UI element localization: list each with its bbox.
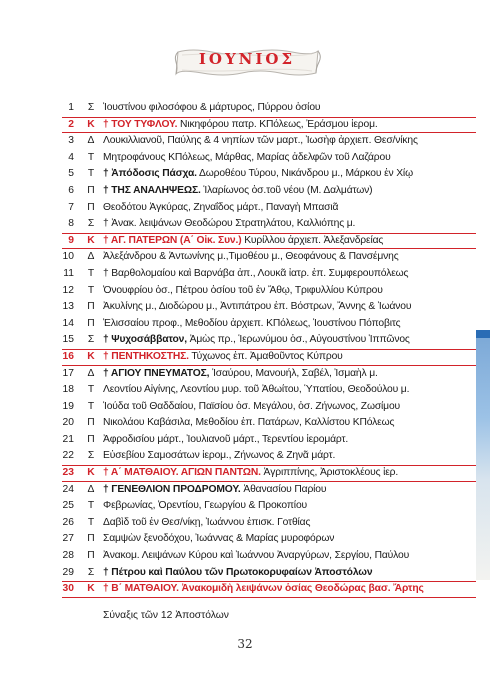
page-number: 32 [237,637,253,651]
feast-highlight: † Ἀπόδοσις Πάσχα. [103,168,197,180]
extra-feast-line: Σύναξις τῶν 12 Ἀποστόλων [103,610,229,621]
feast-saints: Λεοντίου Αἰγίνης, Λεοντίου μυρ. τοῦ Ἀθωίτου, Ὑπατίου, Θεοδούλου μ. [103,384,410,396]
feast-text [103,399,400,416]
feast-saints: † Ἀνακ. λειψάνων Θεοδώρου Στρατηλάτου, Καλλιόπης μ. [103,218,356,230]
calendar-row [0,100,476,117]
weekday-letter: Τ [87,516,95,528]
red-rule-top [62,349,476,350]
day-number: 30 [62,583,74,595]
weekday-letter: Π [87,533,95,545]
day-number: 25 [62,500,74,512]
feast-saints: Δαβὶδ τοῦ ἐν Θεσ/νίκῃ, Ἰωάννου ἐπισκ. Γοτθίας [103,516,311,528]
feast-saints: Ἀθανασίου Παρίου [240,483,327,495]
feast-saints: Ἱλαρίωνος ὁσ.τοῦ νέου (Μ. Δαλμάτων) [200,184,373,196]
feast-text [103,548,409,565]
calendar-row [0,531,476,548]
day-number: 19 [62,400,74,412]
calendar-row [0,382,476,399]
calendar-row [0,266,476,283]
calendar-row [0,200,476,217]
day-number: 10 [62,251,74,263]
feast-highlight: † ΤΟΥ ΤΥΦΛΟΥ. [103,118,178,130]
calendar-row [0,448,476,465]
feast-saints: Ἰσαύρου, Μανουήλ, Σαβέλ, Ἰσμαὴλ μ. [209,367,378,379]
weekday-letter: Π [87,550,95,562]
calendar-row [0,316,476,333]
feast-highlight: † Β΄ ΜΑΤΘΑΙΟΥ. Ἀνακομιδὴ λειψάνων ὁσίας Θεοδώρας βασ. Ἄρτης [103,583,424,595]
feast-highlight: † ΤΗΣ ΑΝΑΛΗΨΕΩΣ. [103,184,201,196]
calendar-row [0,233,476,250]
feast-highlight: † Ψυχοσάββατον, [103,334,187,346]
calendar-row [0,133,476,150]
weekday-letter: Τ [87,267,95,279]
weekday-letter: Κ [87,467,95,479]
weekday-letter: Π [87,433,95,445]
calendar-row [0,150,476,167]
weekday-letter: Δ [87,483,95,495]
feast-saints: Θεοδότου Ἀγκύρας, Ζηναΐδος μάρτ., Παναγὴ Μπασιᾶ [103,201,339,213]
calendar-row [0,515,476,532]
day-number: 29 [62,566,74,578]
feast-text [103,382,409,399]
day-number: 4 [68,151,74,163]
day-number: 27 [62,533,74,545]
feast-text [103,233,383,250]
weekday-letter: Τ [87,384,95,396]
day-number: 15 [62,334,74,346]
feast-text [103,515,310,532]
day-number: 1 [68,102,74,113]
calendar-row [0,183,476,200]
feast-text [103,100,320,117]
calendar-row [0,465,476,482]
calendar-row [0,399,476,416]
day-number: 14 [62,317,74,329]
feast-text [103,249,399,266]
feast-text [103,266,408,283]
feast-saints: Ἰούδα τοῦ Θαδδαίου, Παϊσίου ὁσ. Μεγάλου, ὁσ. Ζήνωνος, Ζωσίμου [103,400,401,412]
weekday-letter: Τ [87,168,95,180]
day-number: 20 [62,417,74,429]
feast-highlight: † ΑΓΙΟΥ ΠΝΕΥΜΑΤΟΣ, [103,367,210,379]
feast-text [103,531,334,548]
weekday-letter: Π [87,201,95,213]
church-dome-icon [476,330,490,338]
day-number: 16 [62,350,74,362]
feast-text [103,565,372,582]
weekday-letter: Δ [87,367,95,379]
day-number: 5 [68,168,74,180]
feast-highlight: † ΠΕΝΤΗΚΟΣΤΗΣ. [103,350,189,362]
feast-text [103,332,410,349]
weekday-letter: Π [87,184,95,196]
day-number: 17 [62,367,74,379]
day-number: 8 [68,218,74,230]
feast-saints: Σαμψὼν ξενοδόχου, Ἰωάννας & Μαρίας μυροφόρων [103,533,335,545]
feast-saints: Ἀγριππίνης, Ἀριστοκλέους ἱερ. [260,467,399,479]
feast-saints: Ἀμὼς πρ., Ἱερωνύμου ὁσ., Αὐγουστίνου Ἱππῶνος [186,334,410,346]
feast-saints: Κυρίλλου ἀρχιεπ. Ἀλεξανδρείας [241,234,384,246]
calendar-row [0,548,476,565]
feast-text [103,117,378,134]
weekday-letter: Π [87,317,95,329]
feast-text [103,448,335,465]
feast-saints: Μητροφάνους ΚΠόλεως, Μάρθας, Μαρίας ἀδελφῶν τοῦ Λαζάρου [103,151,391,163]
calendar-row [0,216,476,233]
feast-highlight: † ΓΕΝΕΘΛΙΟΝ ΠΡΟΔΡΟΜΟΥ. [103,483,241,495]
weekday-letter: Δ [87,251,95,263]
feast-text [103,166,413,183]
red-rule-top [62,581,476,582]
feast-saints: Δωροθέου Τύρου, Νικάνδρου μ., Μάρκου ἐν Χίῳ [196,168,413,180]
weekday-letter: Τ [87,151,95,163]
calendar-row [0,332,476,349]
feast-text [103,498,307,515]
feast-text [103,183,372,200]
red-rule-bottom [62,597,476,598]
day-number: 9 [68,234,74,246]
feast-text [103,432,348,449]
calendar-row [0,166,476,183]
red-rule-top [62,117,476,118]
weekday-letter: Σ [87,334,95,346]
weekday-letter: Κ [87,118,95,130]
feast-text [103,216,355,233]
feast-saints: Ἐλισσαίου προφ., Μεθοδίου ἀρχιεπ. ΚΠόλεως, Ἰουστίνου Πόποβιτς [103,317,401,329]
feast-saints: Ἀκυλίνης μ., Διοδώρου μ., Ἀντιπάτρου ἐπ. Βόστρων, Ἄννης & Ἰωάνου [103,301,412,313]
day-number: 23 [62,467,74,479]
day-number: 18 [62,384,74,396]
feast-text [103,200,338,217]
calendar-row [0,581,476,598]
weekday-letter: Δ [87,135,95,147]
day-number: 13 [62,301,74,313]
day-number: 6 [68,184,74,196]
calendar-row [0,565,476,582]
day-number: 3 [68,135,74,147]
feast-text [103,316,400,333]
day-number: 28 [62,550,74,562]
feast-saints: Εὐσεβίου Σαμοσάτων ἱερομ., Ζήνωνος & Ζηνᾶ μάρτ. [103,450,336,462]
feast-text [103,283,383,300]
calendar-row [0,283,476,300]
red-rule-top [62,465,476,466]
calendar-row [0,498,476,515]
weekday-letter: Π [87,301,95,313]
feast-saints: Ὀνουφρίου ὁσ., Πέτρου ὁσίου τοῦ ἐν Ἄθῳ, Τριφυλλίου Κύπρου [103,284,383,296]
feast-text [103,150,391,167]
weekday-letter: Σ [87,218,95,230]
feast-text [103,349,343,366]
calendar-row [0,366,476,383]
church-photo-edge [476,330,490,580]
weekday-letter: Σ [87,102,95,113]
calendar-row [0,349,476,366]
feast-saints: Ἀνακομ. Λειψάνων Κύρου καὶ Ἰωάννου Ἀναργύρων, Σεργίου, Παύλου [103,550,410,562]
weekday-letter: Σ [87,450,95,462]
day-number: 21 [62,433,74,445]
day-number: 7 [68,201,74,213]
calendar-list [0,100,476,598]
weekday-letter: Τ [87,284,95,296]
weekday-letter: Τ [87,500,95,512]
calendar-row [0,299,476,316]
feast-highlight: † ΑΓ. ΠΑΤΕΡΩΝ (Α΄ Οἰκ. Συν.) [103,234,242,246]
feast-text [103,465,398,482]
weekday-letter: Κ [87,350,95,362]
feast-saints: Φεβρωνίας, Ὀρεντίου, Γεωργίου & Προκοπίου [103,500,308,512]
weekday-letter: Κ [87,234,95,246]
day-number: 22 [62,450,74,462]
day-number: 11 [63,267,74,279]
feast-saints: † Βαρθολομαίου καὶ Βαρνάβα ἀπ., Λουκᾶ ἰατρ. ἐπ. Συμφερουπόλεως [103,267,409,279]
weekday-letter: Π [87,417,95,429]
feast-text [103,482,326,499]
month-title: ΙΟΥΝΙΟΣ [198,50,296,68]
feast-text [103,366,378,383]
calendar-row [0,117,476,134]
feast-text [103,581,424,598]
feast-text [103,299,411,316]
calendar-row [0,415,476,432]
day-number: 24 [62,483,74,495]
feast-highlight: † Πέτρου καὶ Παύλου τῶν Πρωτοκορυφαίων Ἀποστόλων [103,566,373,578]
day-number: 12 [62,284,74,296]
feast-text [103,133,418,150]
calendar-row [0,432,476,449]
day-number: 26 [62,516,74,528]
month-banner [172,46,322,80]
feast-saints: Τύχωνος ἐπ. Ἀμαθοῦντος Κύπρου [188,350,343,362]
red-rule-top [62,233,476,234]
feast-saints: Ἰουστίνου φιλοσόφου & μάρτυρος, Πύρρου ὁσίου [103,102,321,113]
weekday-letter: Σ [87,566,95,578]
feast-saints: Νικηφόρου πατρ. ΚΠόλεως, Ἐράσμου ἱερομ. [177,118,378,130]
feast-saints: Λουκιλλιανοῦ, Παύλης & 4 νηπίων τῶν μαρτ., Ἰωσὴφ ἀρχιεπ. Θεσ/νίκης [103,135,418,147]
feast-saints: Νικολάου Καβάσιλα, Μεθοδίου ἐπ. Πατάρων, Καλλίστου ΚΠόλεως [103,417,395,429]
feast-saints: Ἀλεξάνδρου & Ἀντωνίνης μ.,Τιμοθέου μ., Θεοφάνους & Πανσέμνης [103,251,399,263]
calendar-row [0,482,476,499]
feast-highlight: † Α΄ ΜΑΤΘΑΙΟΥ. ΑΓΙΩΝ ΠΑΝΤΩΝ. [103,467,261,479]
weekday-letter: Κ [87,583,95,595]
calendar-row [0,249,476,266]
weekday-letter: Τ [87,400,95,412]
day-number: 2 [68,118,74,130]
feast-saints: Ἀφροδισίου μάρτ., Ἰουλιανοῦ μάρτ., Τερεντίου ἱερομάρτ. [103,433,349,445]
feast-text [103,415,394,432]
